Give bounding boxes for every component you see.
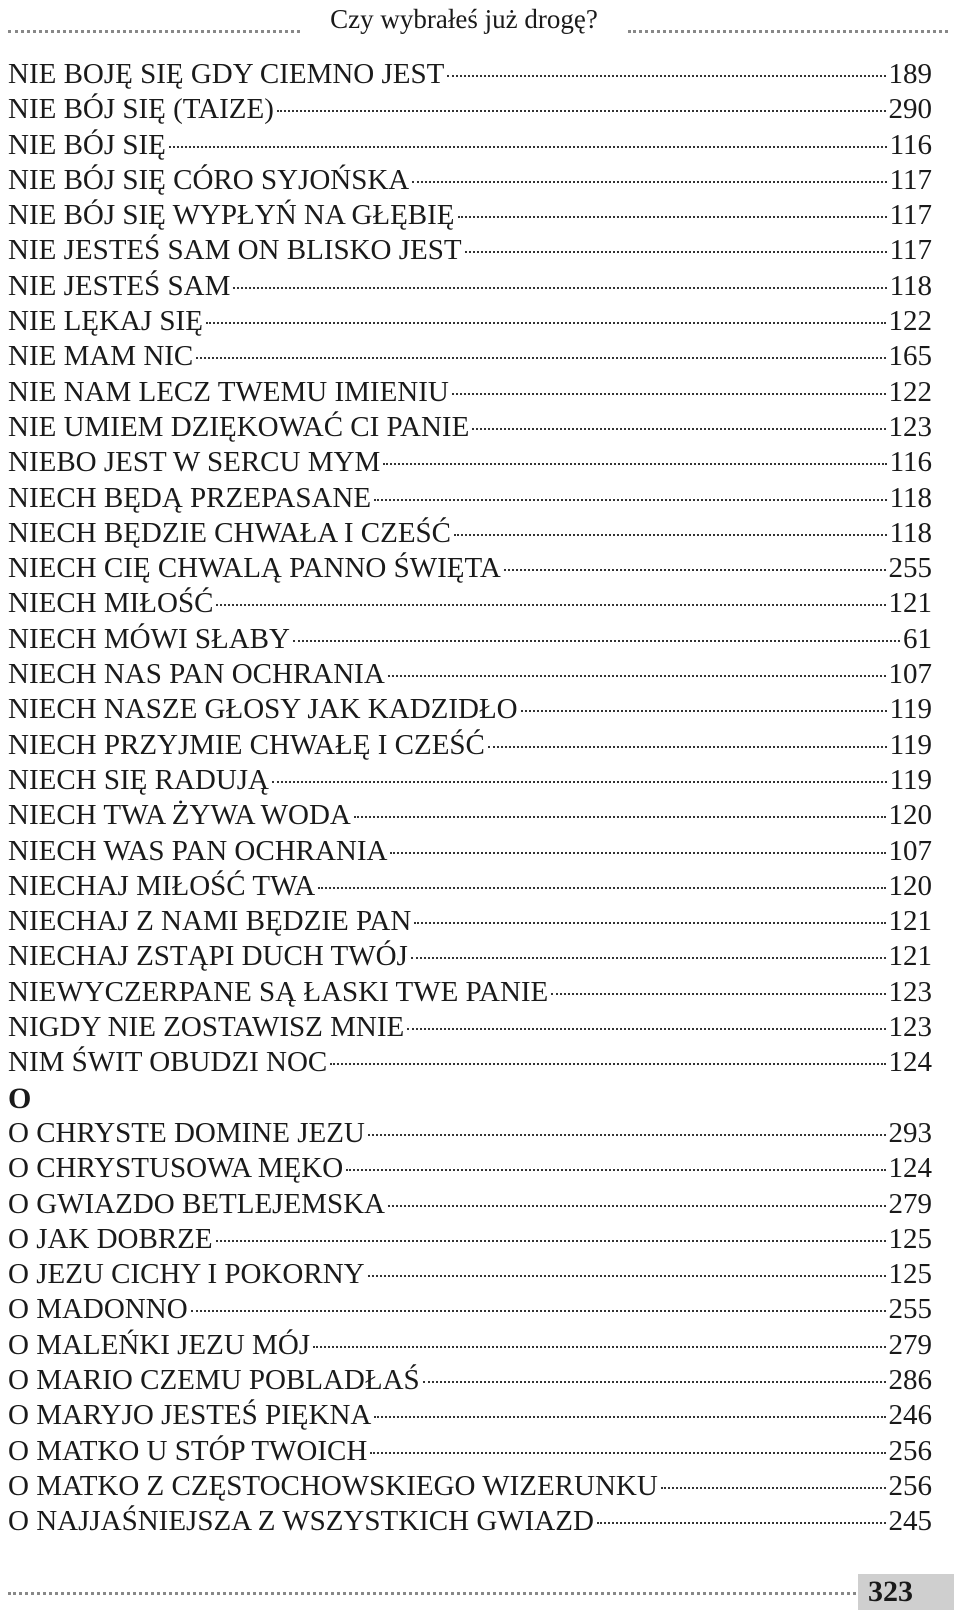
index-entry	[8, 586, 932, 621]
index-entry	[8, 128, 932, 163]
song-title: NIM ŚWIT OBUDZI NOC	[8, 1046, 328, 1079]
dot-leader	[383, 463, 886, 465]
dot-leader	[216, 1240, 886, 1242]
song-title: NIECHAJ MIŁOŚĆ TWA	[8, 869, 316, 902]
page-ref: 279	[888, 1187, 932, 1220]
page-ref: 120	[888, 799, 932, 832]
dot-leader	[216, 604, 885, 606]
page-ref: 116	[889, 128, 932, 161]
song-title: O MARIO CZEMU POBLADŁAŚ	[8, 1363, 420, 1396]
index-entry	[8, 445, 932, 480]
song-title: NIECH NASZE GŁOSY JAK KADZIDŁO	[8, 693, 518, 726]
index-entry	[8, 869, 932, 904]
page-header	[0, 0, 960, 40]
page-ref: 123	[888, 975, 932, 1008]
dot-leader	[272, 781, 887, 783]
song-title: O MADONNO	[8, 1293, 188, 1326]
dot-leader	[313, 1346, 885, 1348]
page-ref: 123	[888, 410, 932, 443]
page-ref: 118	[889, 516, 932, 549]
song-title: NIEBO JEST W SERCU MYM	[8, 446, 381, 479]
song-index-list	[8, 57, 932, 1539]
index-entry	[8, 1187, 932, 1222]
page-ref: 116	[889, 446, 932, 479]
index-entry	[8, 339, 932, 374]
song-title: NIECHAJ ZSTĄPI DUCH TWÓJ	[8, 940, 408, 973]
index-entry	[8, 1469, 932, 1504]
song-title: NIE BÓJ SIĘ (TAIZE)	[8, 93, 274, 126]
dot-leader	[597, 1522, 886, 1524]
dot-leader	[661, 1487, 886, 1489]
dot-leader	[465, 251, 887, 253]
page-ref: 61	[903, 622, 932, 655]
page-ref: 255	[888, 552, 932, 585]
dot-leader	[354, 816, 886, 818]
index-entry	[8, 1434, 932, 1469]
page-ref: 117	[889, 163, 932, 196]
song-title: O CHRYSTUSOWA MĘKO	[8, 1152, 344, 1185]
song-title: O CHRYSTE DOMINE JEZU	[8, 1116, 365, 1149]
dot-leader	[388, 675, 886, 677]
song-title: NIE JESTEŚ SAM	[8, 269, 231, 302]
song-title: NIECH BĘDĄ PRZEPASANE	[8, 481, 372, 514]
header-dotted-rule-right	[628, 30, 948, 33]
index-entry	[8, 304, 932, 339]
song-title: O MATKO U STÓP TWOICH	[8, 1434, 368, 1467]
dot-leader	[346, 1169, 885, 1171]
dot-leader	[191, 1310, 886, 1312]
index-entry	[8, 1151, 932, 1186]
page-ref: 255	[888, 1293, 932, 1326]
page-ref: 293	[888, 1116, 932, 1149]
index-entry	[8, 763, 932, 798]
page-ref: 107	[888, 834, 932, 867]
index-entry	[8, 798, 932, 833]
dot-leader	[407, 1028, 885, 1030]
dot-leader	[330, 1063, 885, 1065]
song-title: NIE UMIEM DZIĘKOWAĆ CI PANIE	[8, 410, 470, 443]
song-title: NIECHAJ Z NAMI BĘDZIE PAN	[8, 905, 412, 938]
page-ref: 117	[889, 199, 932, 232]
index-entry	[8, 1292, 932, 1327]
song-title: O MATKO Z CZĘSTOCHOWSKIEGO WIZERUNKU	[8, 1469, 658, 1502]
song-title: O JAK DOBRZE	[8, 1222, 213, 1255]
index-entry	[8, 198, 932, 233]
dot-leader	[293, 640, 900, 642]
song-title: NIEWYCZERPANE SĄ ŁASKI TWE PANIE	[8, 975, 549, 1008]
footer-dotted-rule	[8, 1592, 856, 1595]
dot-leader	[458, 216, 887, 218]
song-title: NIECH SIĘ RADUJĄ	[8, 763, 269, 796]
song-title: NIECH WAS PAN OCHRANIA	[8, 834, 388, 867]
index-entry	[8, 657, 932, 692]
index-entry	[8, 1504, 932, 1539]
page-ref: 117	[889, 234, 932, 267]
index-entry	[8, 1328, 932, 1363]
page-ref: 123	[888, 1011, 932, 1044]
dot-leader	[414, 922, 885, 924]
page-ref: 256	[888, 1434, 932, 1467]
index-entry	[8, 410, 932, 445]
page-ref: 245	[888, 1505, 932, 1538]
page-ref: 118	[889, 269, 932, 302]
page-ref: 125	[888, 1222, 932, 1255]
index-entry	[8, 269, 932, 304]
index-entry	[8, 92, 932, 127]
song-title: NIE BÓJ SIĘ CÓRO SYJOŃSKA	[8, 163, 410, 196]
dot-leader	[452, 393, 886, 395]
dot-leader	[374, 1416, 885, 1418]
header-dotted-rule-left	[8, 30, 300, 33]
dot-leader	[390, 852, 885, 854]
song-title: NIECH MIŁOŚĆ	[8, 587, 214, 620]
dot-leader	[318, 887, 885, 889]
index-entry	[8, 904, 932, 939]
song-title: O JEZU CICHY I POKORNY	[8, 1258, 365, 1291]
song-title: O NAJJAŚNIEJSZA Z WSZYSTKICH GWIAZD	[8, 1505, 594, 1538]
index-entry	[8, 516, 932, 551]
header-title: Czy wybrałeś już drogę?	[330, 4, 598, 34]
song-title: NIECH NAS PAN OCHRANIA	[8, 658, 385, 691]
song-title: NIECH BĘDZIE CHWAŁA I CZEŚĆ	[8, 516, 452, 549]
page-ref: 165	[888, 340, 932, 373]
dot-leader	[551, 993, 885, 995]
dot-leader	[374, 499, 886, 501]
page-ref: 121	[888, 587, 932, 620]
index-entry	[8, 1363, 932, 1398]
song-title: NIGDY NIE ZOSTAWISZ MNIE	[8, 1011, 405, 1044]
index-entry	[8, 233, 932, 268]
song-title: NIE MAM NIC	[8, 340, 194, 373]
page-ref: 121	[888, 905, 932, 938]
index-entry	[8, 939, 932, 974]
song-title: NIE JESTEŚ SAM ON BLISKO JEST	[8, 234, 462, 267]
page-ref: 124	[888, 1046, 932, 1079]
song-title: NIE LĘKAJ SIĘ	[8, 305, 203, 338]
dot-leader	[411, 957, 886, 959]
section-letter: O	[8, 1081, 32, 1115]
index-entry	[8, 1257, 932, 1292]
page-ref: 120	[888, 869, 932, 902]
dot-leader	[472, 428, 885, 430]
dot-leader	[196, 357, 885, 359]
song-title: O MALEŃKI JEZU MÓJ	[8, 1328, 311, 1361]
dot-leader	[169, 146, 887, 148]
index-entry	[8, 551, 932, 586]
dot-leader	[504, 569, 886, 571]
index-entry	[8, 1398, 932, 1433]
page-ref: 121	[888, 940, 932, 973]
page-ref: 286	[888, 1363, 932, 1396]
page-ref: 279	[888, 1328, 932, 1361]
dot-leader	[423, 1381, 886, 1383]
page-ref: 118	[889, 481, 932, 514]
index-entry	[8, 728, 932, 763]
song-title: O GWIAZDO BETLEJEMSKA	[8, 1187, 385, 1220]
page-footer	[0, 1570, 960, 1611]
page-ref: 246	[888, 1399, 932, 1432]
dot-leader	[206, 322, 886, 324]
song-title: O MARYJO JESTEŚ PIĘKNA	[8, 1399, 372, 1432]
dot-leader	[488, 746, 887, 748]
dot-leader	[447, 75, 885, 77]
index-entry	[8, 375, 932, 410]
song-title: NIE BÓJ SIĘ	[8, 128, 166, 161]
page-ref: 119	[889, 728, 932, 761]
dot-leader	[412, 181, 886, 183]
song-title: NIE NAM LECZ TWEMU IMIENIU	[8, 375, 449, 408]
song-title: NIECH TWA ŻYWA WODA	[8, 799, 351, 832]
song-title: NIECH CIĘ CHWALĄ PANNO ŚWIĘTA	[8, 552, 501, 585]
index-entry	[8, 163, 932, 198]
dot-leader	[454, 534, 887, 536]
page-number: 323	[868, 1575, 913, 1608]
index-entry	[8, 481, 932, 516]
song-title: NIE BÓJ SIĘ WYPŁYŃ NA GŁĘBIĘ	[8, 199, 455, 232]
index-entry	[8, 1222, 932, 1257]
song-title: NIECH MÓWI SŁABY	[8, 622, 290, 655]
page-ref: 124	[888, 1152, 932, 1185]
index-entry	[8, 975, 932, 1010]
song-title: NIE BOJĘ SIĘ GDY CIEMNO JEST	[8, 58, 445, 90]
index-entry	[8, 1045, 932, 1080]
dot-leader	[521, 710, 887, 712]
page-ref: 119	[889, 693, 932, 726]
page-ref: 107	[888, 658, 932, 691]
page-ref: 125	[888, 1258, 932, 1291]
dot-leader	[368, 1275, 886, 1277]
page-ref: 290	[888, 93, 932, 126]
index-entry	[8, 57, 932, 92]
song-title: NIECH PRZYJMIE CHWAŁĘ I CZEŚĆ	[8, 728, 485, 761]
dot-leader	[233, 287, 886, 289]
page-ref: 122	[888, 375, 932, 408]
dot-leader	[277, 110, 886, 112]
index-entry	[8, 622, 932, 657]
index-entry	[8, 692, 932, 727]
dot-leader	[370, 1452, 885, 1454]
index-entry	[8, 1010, 932, 1045]
page-ref: 119	[889, 763, 932, 796]
page-ref: 256	[888, 1469, 932, 1502]
index-entry	[8, 1116, 932, 1151]
page-ref: 122	[888, 305, 932, 338]
dot-leader	[388, 1205, 886, 1207]
page-ref: 189	[888, 58, 932, 90]
dot-leader	[368, 1134, 886, 1136]
index-entry	[8, 834, 932, 869]
